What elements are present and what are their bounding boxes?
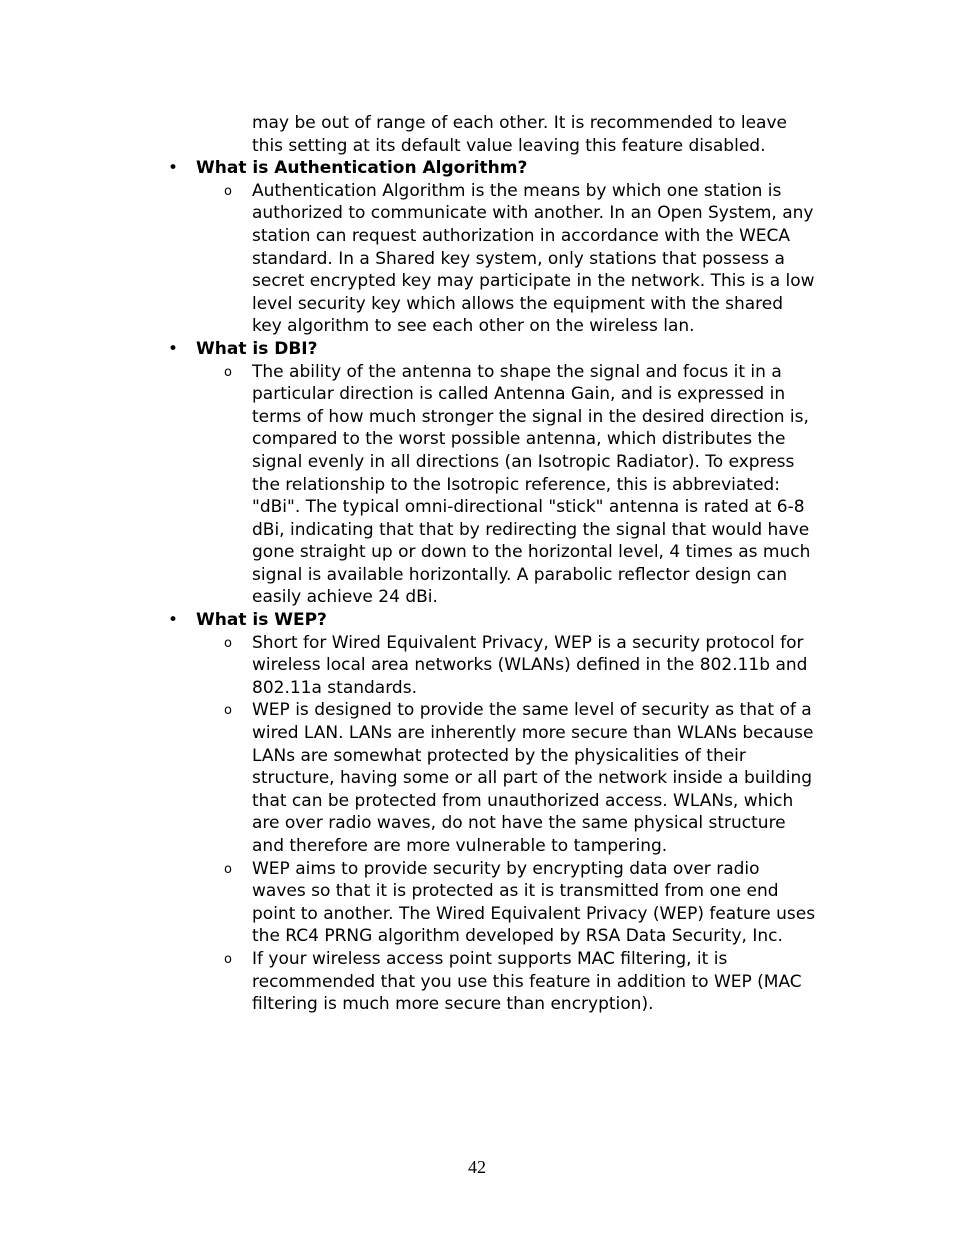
list-item bbox=[224, 632, 817, 700]
intro-paragraph: may be out of range of each other. It is recommended to leave this setting at its default value leaving this feature disabled. bbox=[252, 113, 787, 156]
bullet-marker: • bbox=[168, 158, 179, 179]
sub-bullet-marker: o bbox=[224, 861, 232, 877]
list-item-text: WEP is designed to provide the same level of security as that of a wired LAN. LANs are inherently more secure than WLANs because LANs are somewhat protected by the physicalities of their structure, having some or all part of the network inside a building that can be protected from unauthorized access. WLANs, which are over radio waves, do not have the same physical structure and therefore are more vulnerable to tampering. bbox=[252, 700, 814, 856]
sub-bullet-marker: o bbox=[224, 703, 232, 719]
bullet-marker: • bbox=[168, 338, 179, 359]
document-body bbox=[0, 112, 954, 1016]
sub-bullet-marker: o bbox=[224, 635, 232, 651]
list-item bbox=[224, 858, 817, 948]
page-number: 42 bbox=[468, 1157, 486, 1177]
section-heading-text: What is DBI? bbox=[196, 338, 318, 359]
list-item-text: Authentication Algorithm is the means by which one station is authorized to communicate with another. In an Open System, any station can request authorization in accordance with the WECA standard. In a Shared key system, only stations that possess a secret encrypted key may participate in the network. This is a low level security key which allows the equipment with the shared key algorithm to see each other on the wireless lan. bbox=[252, 180, 815, 337]
list-item bbox=[224, 948, 817, 1016]
list-item bbox=[224, 180, 817, 338]
sub-bullet-marker: o bbox=[224, 183, 232, 199]
section-heading-text: What is Authentication Algorithm? bbox=[196, 158, 528, 179]
list-item-text: Short for Wired Equivalent Privacy, WEP is a security protocol for wireless local area networks (WLANs) defined in the 802.11b and 802.11a standards. bbox=[252, 632, 808, 698]
section-heading-dbi bbox=[168, 338, 954, 361]
list-item-text: WEP aims to provide security by encrypting data over radio waves so that it is protected as it is transmitted from one end point to another. The Wired Equivalent Privacy (WEP) feature uses the RC4 PRNG algorithm developed by RSA Data Security, Inc. bbox=[252, 858, 816, 947]
list-item bbox=[224, 361, 817, 610]
bullet-marker: • bbox=[168, 610, 179, 631]
list-item-text: If your wireless access point supports MAC filtering, it is recommended that you use this feature in addition to WEP (MAC filtering is much more secure than encryption). bbox=[252, 948, 802, 1015]
section-heading-text: What is WEP? bbox=[196, 610, 327, 631]
section-heading-wep bbox=[168, 609, 954, 632]
sub-bullet-marker: o bbox=[224, 951, 232, 967]
list-item-text: The ability of the antenna to shape the signal and focus it in a particular direction is called Antenna Gain, and is expressed in terms of how much stronger the signal in the desired direction is, compared to the worst possible antenna, which distributes the signal evenly in all directions (an Isotropic Radiator). To express the relationship to the Isotropic reference, this is abbreviated: "dBi". The typical omni-directional "stick" antenna is rated at 6-8 dBi, indicating that that by redirecting the signal that would have gone straight up or down to the horizontal level, 4 times as much signal is available horizontally. A parabolic reflector design can easily achieve 24 dBi. bbox=[252, 361, 811, 608]
section-heading-authentication bbox=[168, 157, 954, 180]
list-item bbox=[224, 699, 817, 857]
sub-bullet-marker: o bbox=[224, 364, 232, 380]
